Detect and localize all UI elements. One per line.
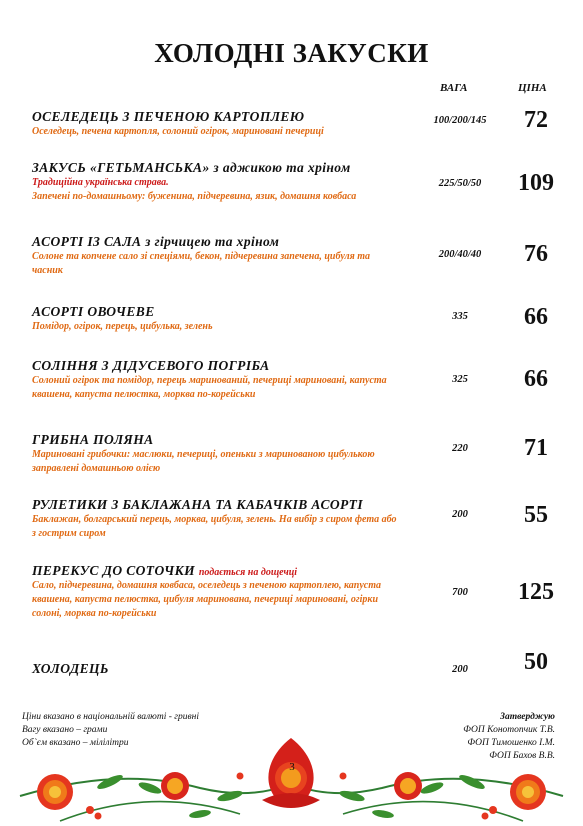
item-description: Запечені по-домашньому: буженина, підчеревина, язик, домашня ковбаса <box>32 191 357 202</box>
menu-item <box>32 661 583 677</box>
item-price: 55 <box>524 502 548 528</box>
footer-note-weight: Вагу вказано – грами <box>22 725 108 735</box>
item-description: Баклажан, болгарський перець, морква, цибуля, зелень. На вибір з сиром фета або з гострим сиром <box>32 514 397 539</box>
item-price: 71 <box>524 435 548 461</box>
menu-item <box>32 563 583 621</box>
footer-note-currency: Ціни вказано в національній валюті - гривні <box>22 712 199 722</box>
item-description: Мариновані грибочки: маслюки, печериці, опеньки з маринованою цибулькою заправлені домашньою олією <box>32 449 375 474</box>
item-description: Солоне та копчене сало зі спеціями, бекон, підчеревина запечена, цибуля та часник <box>32 251 371 276</box>
item-name: РУЛЕТИКИ З БАКЛАЖАНА ТА КАБАЧКІВ АСОРТІ <box>32 497 363 512</box>
item-description: Помідор, огірок, перець, цибулька, зелень <box>32 321 213 332</box>
page-number: 3 <box>289 761 295 773</box>
item-description: Оселедець, печена картопля, солоний огірок, мариновані печериці <box>32 126 324 137</box>
menu-item <box>32 358 583 402</box>
item-name: СОЛІННЯ З ДІДУСЕВОГО ПОГРІБА <box>32 358 270 373</box>
menu-item <box>32 304 583 334</box>
approval-heading: Затверджую <box>500 712 555 722</box>
item-description: Солоний огірок та помідор, перець маринований, печериці мариновані, капуста квашена, капуста пелюстка, морква по-корейськи <box>32 375 387 400</box>
item-price: 50 <box>524 649 548 675</box>
item-price: 72 <box>524 107 548 133</box>
item-name: ОСЕЛЕДЕЦЬ З ПЕЧЕНОЮ КАРТОПЛЕЮ <box>32 109 305 124</box>
item-weight: 200/40/40 <box>438 249 482 260</box>
signer: ФОП Конотопчик Т.В. <box>463 725 555 735</box>
item-price: 76 <box>524 241 548 267</box>
item-weight: 100/200/145 <box>433 115 487 126</box>
item-weight: 220 <box>452 443 468 454</box>
item-weight: 200 <box>452 509 468 520</box>
signer: ФОП Бахов В.В. <box>489 751 555 761</box>
item-name-text: ПЕРЕКУС ДО СОТОЧКИ <box>32 563 196 578</box>
menu-item <box>32 497 583 541</box>
item-price: 66 <box>524 366 548 392</box>
approval-block <box>463 711 555 763</box>
weight-column-header: ВАГА <box>440 82 468 94</box>
footer-note-volume: Об`єм вказано – мілілітри <box>22 738 129 748</box>
menu-item <box>32 432 583 476</box>
menu-item <box>32 160 583 204</box>
item-price: 66 <box>524 304 548 330</box>
item-name: АСОРТІ ОВОЧЕВЕ <box>32 304 155 319</box>
footer-notes <box>22 711 199 750</box>
item-name: АСОРТІ ІЗ САЛА з гірчицею та хріном <box>32 234 280 249</box>
item-description: Сало, підчеревина, домашня ковбаса, оселедець з печеною картоплею, капуста квашена, капуста пелюстка, цибуля маринована, печериці мариновані, огірки солоні, морква по-корейськи <box>32 580 381 619</box>
item-serving-note: подається на дощечці <box>198 567 298 578</box>
item-name <box>32 563 583 579</box>
page-title: ХОЛОДНІ ЗАКУСКИ <box>154 38 429 68</box>
price-column-header: ЦІНА <box>518 82 547 94</box>
item-weight: 200 <box>452 664 468 675</box>
item-tagline: Традиційна українська страва. <box>32 177 169 188</box>
item-name: ГРИБНА ПОЛЯНА <box>32 432 154 447</box>
item-weight: 700 <box>452 587 468 598</box>
menu-item <box>32 109 583 139</box>
item-name: ХОЛОДЕЦЬ <box>32 661 109 676</box>
item-weight: 335 <box>452 311 468 322</box>
item-price: 125 <box>518 579 554 605</box>
menu-item <box>32 234 583 278</box>
item-name: ЗАКУСЬ «ГЕТЬМАНСЬКА» з аджикою та хріном <box>32 160 351 175</box>
item-weight: 225/50/50 <box>438 178 482 189</box>
signer: ФОП Тимошенко І.М. <box>467 738 555 748</box>
item-price: 109 <box>518 170 554 196</box>
item-weight: 325 <box>452 374 468 385</box>
